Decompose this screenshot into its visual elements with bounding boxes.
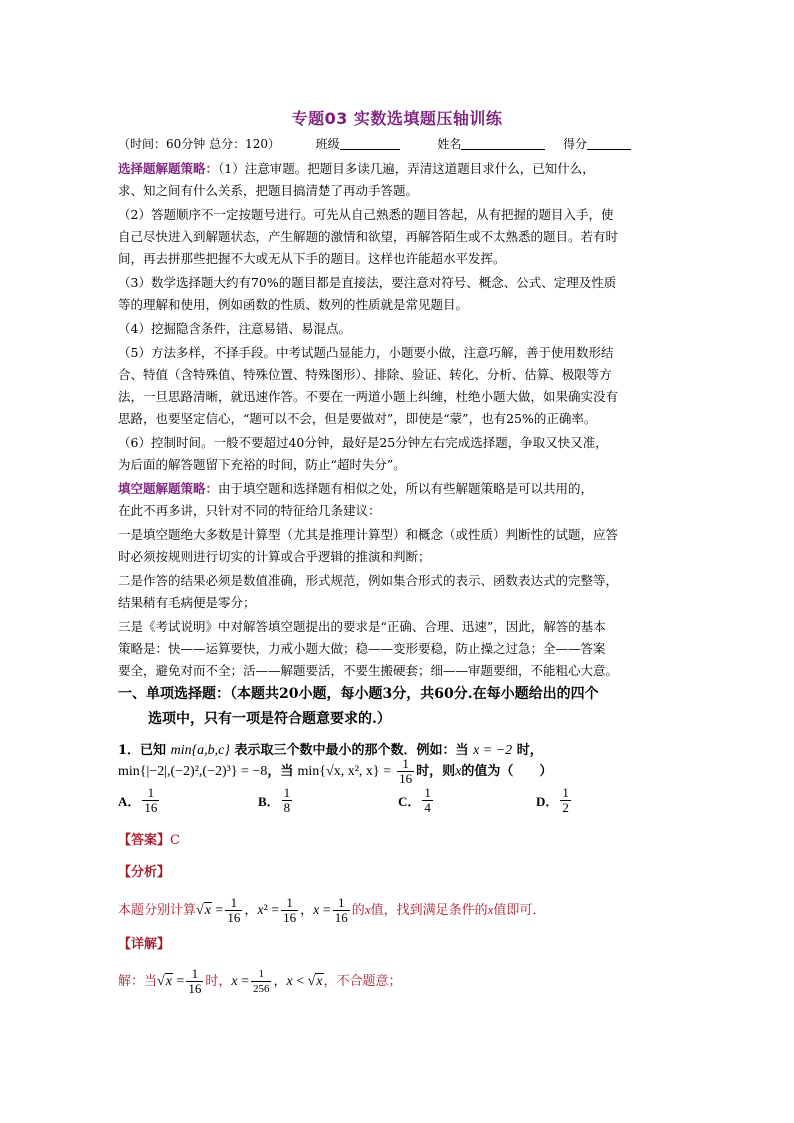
q1-text: ，当	[267, 764, 294, 779]
option-fraction	[422, 786, 433, 815]
q1-example-expression: min{|−2|,(−2)²,(−2)³} = −8	[118, 764, 268, 779]
option-d[interactable]	[536, 786, 573, 815]
detail-math-3: x < √x	[286, 974, 323, 989]
text-line: 时必须按规则进行切实的计算或合乎逻辑的推演和判断；	[118, 549, 431, 564]
text-line: 法，一旦思路清晰，就迅速作答。不要在一两道小题上纠缠，杜绝小题大做，如果确实没有	[118, 389, 619, 404]
numerator: 1	[424, 785, 431, 800]
option-c[interactable]	[398, 786, 435, 815]
text-line: 二是作答的结果必须是数值准确，形式规范，例如集合形式的表示、函数表达式的完整等，	[118, 573, 619, 588]
fraction-1-16	[281, 896, 298, 925]
text-line: （1）注意审题。把题目多读几遍，弄清这道题目求什么，已知什么，	[218, 161, 595, 176]
option-fraction	[560, 786, 571, 815]
class-blank	[340, 137, 400, 150]
option-label: B．	[258, 794, 280, 809]
numerator: 1	[397, 757, 414, 772]
score-blank	[587, 137, 631, 150]
fraction-1-256	[251, 967, 272, 996]
fraction-1-16	[225, 896, 242, 925]
denominator: 4	[424, 800, 431, 815]
answer-value: C	[170, 833, 180, 848]
name-blank	[461, 137, 545, 150]
choice-strategy-line-1	[118, 158, 678, 180]
text-line: （5）方法多样，不择手段。中考试题凸显能力，小题要小做，注意巧解，善于使用数形结	[118, 345, 614, 360]
text-line: 一是填空题绝大多数是计算型（尤其是推理计算型）和概念（或性质）判断性的试题，应答	[118, 527, 619, 542]
section-heading: 一、单项选择题：（本题共20小题，每小题3分，共60分.在每小题给出的四个	[118, 686, 599, 702]
denominator: 2	[562, 800, 569, 815]
option-fraction	[142, 786, 159, 815]
numerator: 1	[283, 785, 291, 800]
text-line: 在此不再多讲，只针对不同的特征给几条建议：	[118, 503, 381, 518]
denominator: 16	[283, 910, 297, 925]
numerator: 1	[225, 896, 242, 911]
choice-strategy-heading: 选择题解题策略：	[118, 161, 219, 176]
analysis-text: 的	[351, 903, 365, 918]
option-label: C．	[398, 794, 421, 809]
q1-text: 时，则	[416, 764, 456, 779]
text-line: 为后面的解答题留下充裕的时间，防止“超时失分”。	[118, 457, 406, 472]
analysis-label: 【分析】	[118, 865, 171, 880]
text-line: 合、特值（含特殊值、特殊位置、特殊图形）、排除、验证、转化、分析、估算、极限等方	[118, 367, 612, 382]
analysis-text: 值，找到满足条件的	[370, 903, 488, 918]
numerator: 1	[281, 896, 298, 911]
answer-label: 【答案】	[118, 833, 171, 848]
fill-strategy-line-1	[118, 478, 678, 500]
text-line: 间，再去拼那些把握不大或无从下手的题目。这样也许能超水平发挥。	[118, 251, 506, 266]
exam-header	[118, 133, 678, 155]
denominator: 256	[252, 983, 270, 995]
denominator: 16	[399, 771, 413, 786]
analysis-text: 值即可．	[493, 903, 546, 918]
detail-text: ，不合题意；	[323, 974, 402, 989]
text-line: 求、知之间有什么关系，把题目搞清楚了再动手答题。	[118, 183, 419, 198]
name-label: 姓名	[437, 137, 462, 151]
numerator: 1	[251, 967, 272, 982]
text-line: 等的理解和使用，例如函数的性质、数列的性质就是常见题目。	[118, 297, 469, 312]
text-line: 思路，也要坚定信心，“题可以不会，但是要做对”，即使是“蒙”，也有25%的正确率。	[118, 411, 597, 426]
detail-text: 时，	[205, 974, 232, 989]
analysis-math-3: x =	[313, 903, 331, 918]
fraction-1-16	[186, 967, 203, 996]
section-heading-cont: 选项中，只有一项是符合题意要求的.）	[148, 711, 391, 727]
text-line: （3）数学选择题大约有70%的题目都是直接法，要注意对符号、概念、公式、定理及性质	[118, 275, 617, 290]
text-line: （4）挖掘隐含条件，注意易错、易混点。	[118, 321, 351, 336]
analysis-line: 本题分别计算√x = $\frac{1}{16}$ ，x² = $\frac{1}{16}$ ，x = $\frac{1}{16}$ 的x值，找到满足条件的x值即可．	[118, 895, 546, 925]
detail-math-1: √x =	[157, 974, 185, 989]
option-b[interactable]	[258, 786, 294, 815]
class-label: 班级	[315, 137, 340, 151]
text-line: 自己尽快进入到解题状态，产生解题的激情和欲望，再解答陌生或不太熟悉的题目。若有时	[118, 229, 619, 244]
q1-variable: x	[455, 764, 462, 779]
numerator: 1	[142, 786, 159, 801]
option-label: A．	[118, 794, 141, 809]
score-label: 得分	[563, 137, 588, 151]
fraction-1-16	[333, 896, 350, 925]
text-line: 策略是：快——运算要快，力戒小题大做；稳——变形要稳，防止操之过急；全——答案	[118, 641, 606, 656]
numerator: 1	[562, 785, 569, 800]
answer-line	[118, 830, 678, 852]
text-line: （6）控制时间。一般不要超过40分钟，最好是25分钟左右完成选择题，争取又快又准，	[118, 435, 608, 450]
numerator: 1	[186, 967, 203, 982]
q1-min-expression: min{a,b,c}	[170, 743, 230, 758]
time-total: （时间：60分钟 总分：120）	[118, 137, 280, 151]
detail-math-2: x =	[231, 974, 249, 989]
q1-text: 表示取三个数中最小的那个数．例如：当	[234, 743, 469, 758]
q1-fraction	[397, 757, 414, 786]
numerator: 1	[333, 896, 350, 911]
q1-min-equation: min{√x, x², x} =	[297, 764, 392, 779]
q1-text: 1．已知	[118, 743, 167, 758]
denominator: 16	[144, 800, 158, 815]
analysis-math-1: √x =	[196, 903, 224, 918]
q1-text: 的值为（ ）	[461, 764, 553, 779]
denominator: 16	[227, 910, 241, 925]
denominator: 8	[283, 800, 291, 815]
denominator: 16	[334, 910, 348, 925]
detail-label: 【详解】	[118, 937, 171, 952]
analysis-math-2: x² =	[257, 903, 280, 918]
detail-text: 解：当	[118, 974, 158, 989]
q1-text: 时，	[516, 743, 543, 758]
text-line: 由于填空题和选择题有相似之处，所以有些解题策略是可以共用的，	[218, 481, 594, 496]
page-title: 专题03 实数选填题压轴训练	[291, 109, 503, 128]
text-line: 三是《考试说明》中对解答填空题提出的要求是“正确、合理、迅速”，因此，解答的基本	[118, 619, 606, 634]
option-label: D．	[536, 794, 559, 809]
q1-condition: x = −2	[473, 743, 513, 758]
denominator: 16	[188, 981, 202, 996]
detail-line: 解：当√x = $\frac{1}{16}$ 时，x = $\frac{1}{256}$ ，x < √x，不合题意；	[118, 966, 402, 996]
option-a[interactable]	[118, 786, 161, 815]
text-line: 结果稍有毛病便是零分；	[118, 595, 256, 610]
analysis-text: 本题分别计算	[118, 903, 197, 918]
option-fraction	[282, 786, 293, 815]
text-line: （2）答题顺序不一定按题号进行。可先从自己熟悉的题目答起，从有把握的题目入手，使	[118, 207, 614, 222]
text-line: 要全，避免对而不全；活——解题要活，不要生搬硬套；细——审题要细，不能粗心大意。	[118, 663, 619, 678]
fill-strategy-heading: 填空题解题策略：	[118, 481, 219, 496]
